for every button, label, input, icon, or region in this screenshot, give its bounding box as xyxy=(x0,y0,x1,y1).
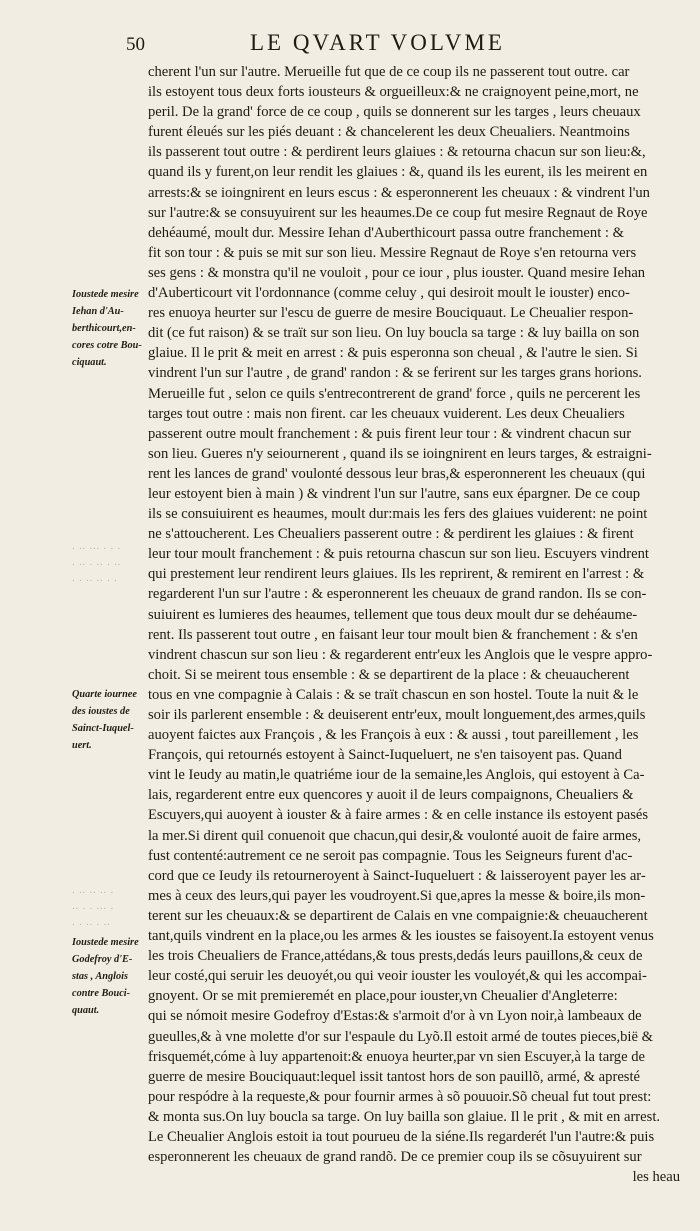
text-line: passerent outre moult franchement : & puis firent leur tour : & vindrent chacun sur xyxy=(148,425,632,442)
show-through-ink: · ·· ·· ·· · ·· · · ··· · · · ·· · ·· xyxy=(72,888,114,931)
text-line: frisquemét,cóme à luy appartenoit:& enuoya heurter,par vn sien Escuyer,à la targe de xyxy=(148,1048,645,1065)
text-line: leur tour moult franchement : & puis retourna chascun sur son lieu. Escuyers vindrent xyxy=(148,546,649,563)
text-line: gnoyent. Or se mit premieremét en place,pour iouster,vn Cheualier d'Angleterre: xyxy=(148,988,618,1005)
margin-note-line: Quarte iournee xyxy=(72,689,137,700)
margin-note-line: des ioustes de xyxy=(72,706,130,717)
margin-note-line: berthicourt,en- xyxy=(72,323,136,334)
text-line: terent sur les cheuaux:& se departirent de Calais en vne compaignie:& cheuaucherent xyxy=(148,907,648,924)
text-line: furent éleués sur les piés deuant : & chancelerent les deux Cheualiers. Neantmoins xyxy=(148,124,630,141)
show-through-ink: · ·· ··· · · · · ·· · ·· · ·· · · ·· ·· · · xyxy=(72,544,121,587)
text-line: Le Cheualier Anglois estoit ia tout pourueu de la siéne.Ils regarderét l'un l'autre:& puis xyxy=(148,1128,655,1145)
text-line: d'Auberticourt vit l'ordonnance (comme celuy , qui desiroit moult le iouster) enco- xyxy=(148,285,630,302)
text-line: ils passerent tout outre : & perdirent leurs glaiues : & retourna chacun sur son lieu:&, xyxy=(148,144,646,161)
text-line: suiuirent es lumieres des heaumes, tellement que tous deux moult dur se dehéaume- xyxy=(148,606,638,623)
text-line: peril. De la grand' force de ce coup , quils se donnerent sur les targes , leurs cheuaux xyxy=(148,104,641,121)
text-line: cherent l'un sur l'autre. Merueille fut que de ce coup ils ne passerent tout outre. car xyxy=(148,64,630,80)
text-line: leur costé,qui seruir les deuoyét,ou qui veoir iouster les vouloyét,& qui les accompai- xyxy=(148,968,647,985)
margin-note-line: Ioustede mesire xyxy=(72,289,139,300)
text-line: pour respódre à la requeste,& pour fournir armes à sõ pouuoir.Sõ cheual fut tout prest: xyxy=(148,1088,652,1105)
text-line: son lieu. Gueres n'y seiournerent , quand ils se ioingnirent en leurs targes, & estraigni- xyxy=(148,445,652,462)
text-line: sur l'autre:& se consuyuirent sur les heaumes.De ce coup fut mesire Regnaut de Roye xyxy=(148,204,648,221)
margin-note-line: uert. xyxy=(72,740,92,751)
text-line: dehéaumé, moult dur. Messire Iehan d'Auberthicourt passa outre franchement : & xyxy=(148,224,624,241)
text-line: rent. Ils passerent tout outre , en faisant leur tour moult bien & franchement : & s'en xyxy=(148,626,638,643)
body-text xyxy=(148,62,680,1187)
text-line: regarderent l'un sur l'autre : & esperonnerent les cheuaux de grand randon. Ils se con- xyxy=(148,586,647,603)
text-line: Merueille fut , selon ce quils s'entrecontrerent de grand' force , quils ne percerent les xyxy=(148,385,641,402)
text-line: vindrent l'un sur l'autre , de grand' randon : & se ferirent sur les targes grans horions. xyxy=(148,365,642,382)
text-line: tant,quils vindrent en la place,ou les armes & les ioustes se faisoyent.Ia estoyent venus xyxy=(148,928,654,945)
margin-note-line: quaut. xyxy=(72,1005,100,1016)
text-line: tous en vne compagnie à Calais : & se traït chascun en son hostel. Toute la nuit & le xyxy=(148,686,639,703)
margin-note-godefroy xyxy=(72,934,152,1019)
page-header xyxy=(0,28,700,58)
margin-note-line: Ioustede mesire xyxy=(72,937,139,948)
text-line: la mer.Si dirent quil conuenoit que chacun,qui desir,& voulonté auoit de faire armes, xyxy=(148,827,642,844)
text-line: choit. Si se meirent tous ensemble : & se departirent de la place : & cheuaucherent xyxy=(148,666,630,683)
text-line: les trois Cheualiers de France,attédans,& tous prests,dedás leurs pauillons,& ceux de xyxy=(148,948,643,965)
margin-note-auberthicourt xyxy=(72,286,152,371)
text-line: rent les lances de grand' voulonté dessous leur bras,& esperonnerent les cheuaux (qui xyxy=(148,465,646,482)
margin-note-line: Godefroy d'E- xyxy=(72,954,133,965)
margin-note-line: ciquaut. xyxy=(72,357,107,368)
text-line: François, qui retournés estoyent à Sainct-Iuqueluert, ne s'en taisoyent pas. Quand xyxy=(148,747,622,764)
text-line: mes à ceux des leurs,qui payer les voudroyent.Si que,apres la messe & boire,ils mon- xyxy=(148,887,646,904)
text-line: fit son tour : & puis se mit sur son lieu. Messire Regnaut de Roye s'en retourna vers xyxy=(148,244,637,261)
margin-note-line: contre Bouci- xyxy=(72,988,131,999)
text-line: targes tout outre : mais non firent. car les cheuaux vuiderent. Les deux Cheualiers xyxy=(148,405,625,422)
margin-note-line: cores cotre Bou- xyxy=(72,340,142,351)
text-line: qui se nómoit mesire Godefroy d'Estas:& s'armoit d'or à vn Lyon noir,à lambeaux de xyxy=(148,1008,642,1025)
text-line: ne s'attoucherent. Les Cheualiers passerent outre : & perdirent les glaiues : & firent xyxy=(148,526,634,543)
catchword: les heau xyxy=(632,1169,680,1186)
running-title: LE QVART VOLVME xyxy=(250,30,505,55)
text-line: qui prestement leur rendirent leurs glaiues. Ils les reprirent, & remirent en l'arrest : & xyxy=(148,566,645,583)
text-line: res enuoya heurter sur l'escu de guerre de mesire Bouciquaut. Le Cheualier respon- xyxy=(148,305,634,322)
text-line: gueulles,& à vne molette d'or sur l'espaule du Lyõ.Il estoit armé de toutes pieces,bië & xyxy=(148,1028,653,1045)
text-line: vint le Ieudy au matin,le quatriéme iour de la semaine,les Anglois, qui estoyent à Ca- xyxy=(148,767,645,784)
text-line: arrests:& se ioingnirent en leurs escus : & esperonnerent les cheuaux : & vindrent l'un xyxy=(148,184,650,201)
text-line: esperonnerent les cheuaux de grand randõ. De ce premier coup ils se cõsuyuirent sur xyxy=(148,1149,642,1166)
text-line: guerre de mesire Bouciquaut:lequel issit tantost hors de son pauillõ, armé, & apresté xyxy=(148,1068,641,1085)
text-line: vindrent chascun sur son lieu : & regarderent entr'eux les Anglois que le vespre appro- xyxy=(148,646,653,663)
margin-note-quarte-iournee xyxy=(72,686,152,754)
text-line: ils se consuiuirent es heaumes, moult dur:mais les fers des glaiues vuiderent: ne point xyxy=(148,506,648,523)
text-line: Escuyers,qui auoyent à iouster & à faire armes : & en celle instance ils estoyent pasés xyxy=(148,807,649,824)
text-line: glaiue. Il le prit & meit en arrest : & puis esperonna son cheual , & l'autre le sien. Si xyxy=(148,345,638,362)
text-line: lais, regarderent entre eux quencores y auoit il de leurs compaignons, Cheualiers & xyxy=(148,787,634,804)
text-line: soir ils parlerent ensemble : & deuiserent entr'eux, moult longuement,des armes,quils xyxy=(148,707,646,723)
text-line: & monta sus.On luy boucla sa targe. On luy bailla son glaiue. Il le prit , & mit en arrest. xyxy=(148,1108,661,1125)
text-line: fust contenté:autrement ce ne seroit pas compagnie. Tous les Seigneurs furent d'ac- xyxy=(148,847,633,864)
text-line: ses gens : & monstra qu'il ne vouloit , pour ce iour , plus iouster. Quand mesire Iehan xyxy=(148,264,646,281)
margin-note-line: Sainct-Iuquel- xyxy=(72,723,134,734)
margin-note-line: Iehan d'Au- xyxy=(72,306,124,317)
text-line: cord que ce Ieudy ils retourneroyent à Sainct-Iuqueluert : & laisseroyent payer les ar- xyxy=(148,867,646,884)
text-line: quand ils y furent,on leur rendit les glaiues : &, quand ils les eurent, ils les meirent en xyxy=(148,164,648,181)
text-line: ils estoyent tous deux forts iousteurs & orgueilleux:& ne craignoyent peine,mort, ne xyxy=(148,84,639,101)
margin-note-line: stas , Anglois xyxy=(72,971,128,982)
page-number: 50 xyxy=(126,34,145,55)
text-line: leur estoyent bien à main ) & vindrent l'un sur l'autre, sans eux épargner. De ce coup xyxy=(148,485,641,502)
text-line: auoyent faictes aux François , & les François à eux : & aussi , tout pareillement , les xyxy=(148,727,639,744)
text-line: dit (ce fut raison) & se traït sur son lieu. On luy boucla sa targe : & luy bailla on son xyxy=(148,325,640,342)
